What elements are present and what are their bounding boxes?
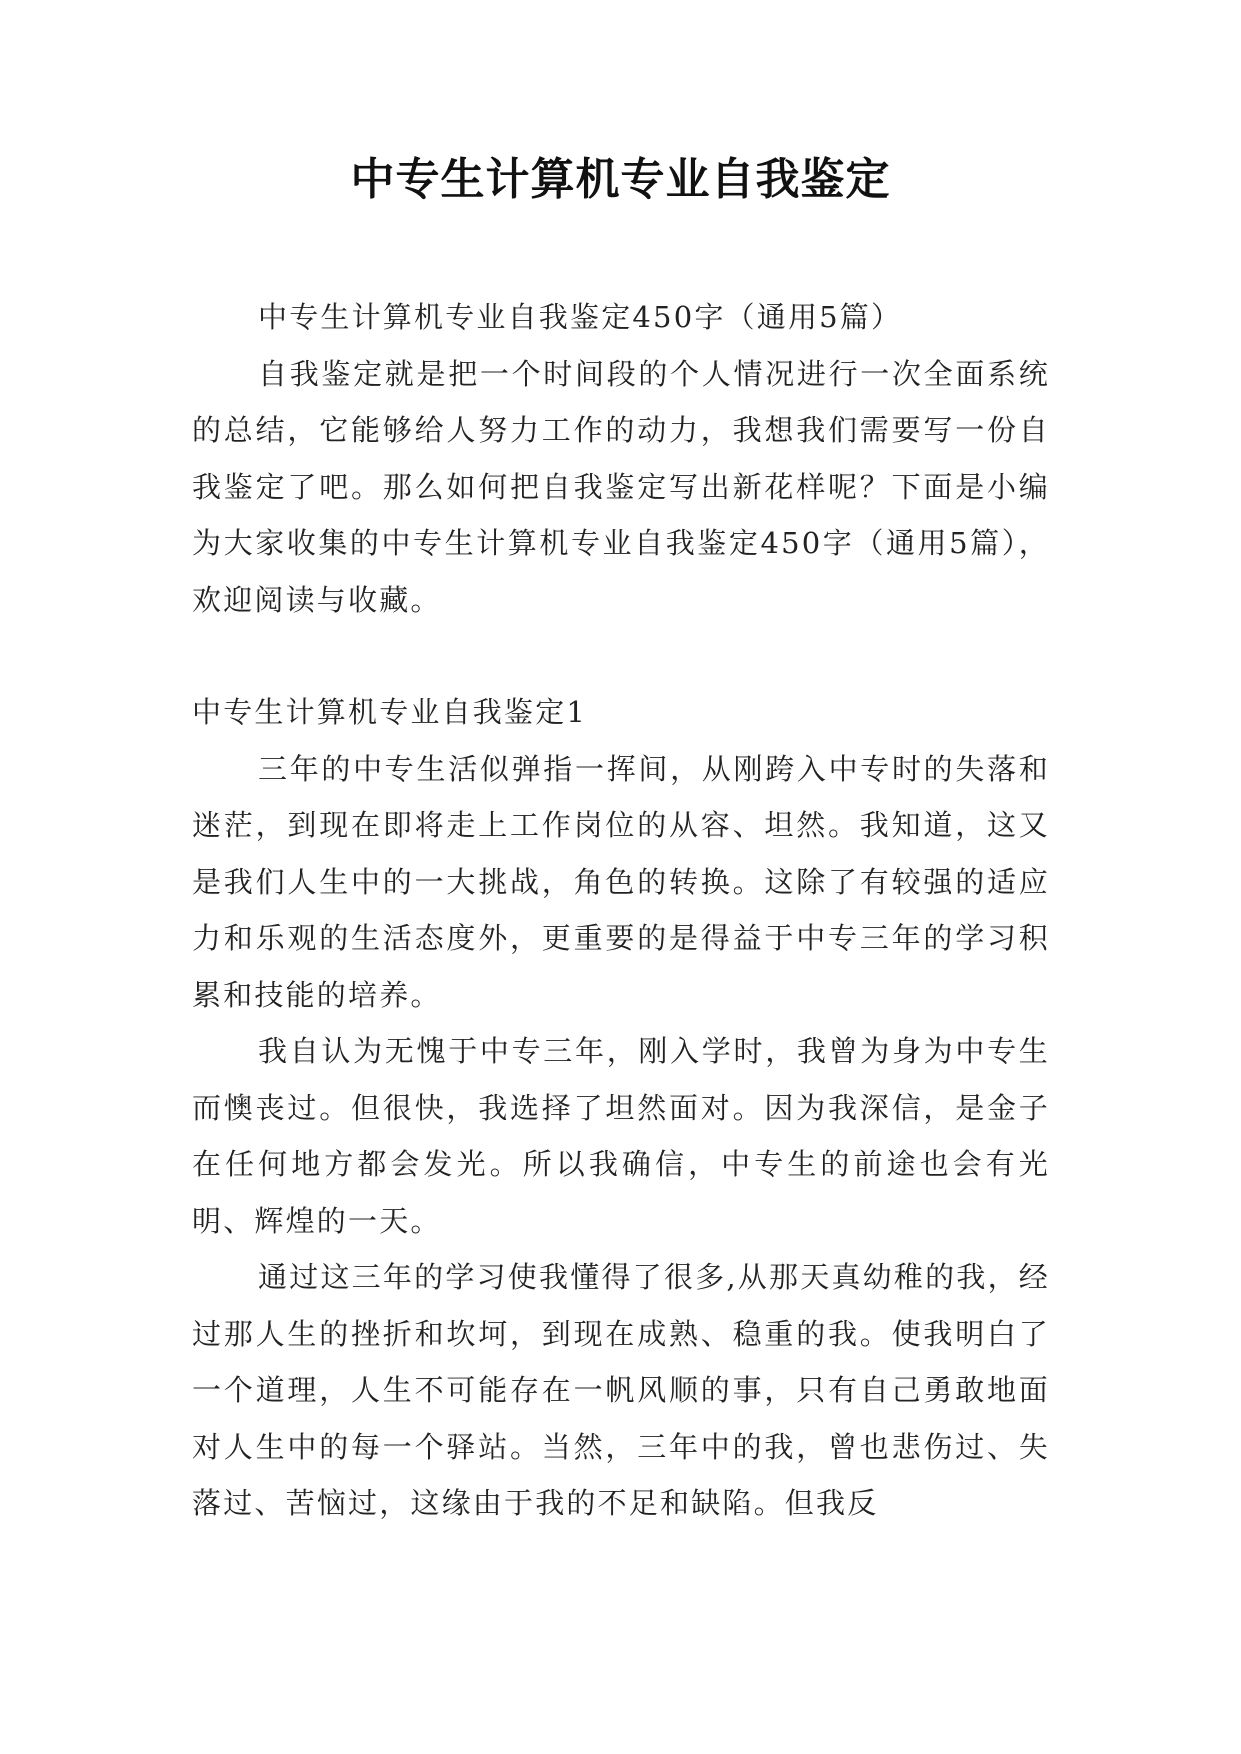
document-title: 中专生计算机专业自我鉴定 bbox=[350, 154, 891, 205]
section-spacer bbox=[192, 628, 1050, 684]
body-paragraph-2: 我自认为无愧于中专三年，刚入学时，我曾为身为中专生而懊丧过。但很快，我选择了坦然面对。因为我深信，是金子在任何地方都会发光。所以我确信，中专生的前途也会有光明、辉煌的一天。 bbox=[192, 1034, 1050, 1238]
section-heading: 中专生计算机专业自我鉴定1 bbox=[192, 695, 588, 729]
document-subtitle: 中专生计算机专业自我鉴定450字（通用5篇） bbox=[258, 300, 903, 334]
body-paragraph-3: 通过这三年的学习使我懂得了很多,从那天真幼稚的我，经过那人生的挫折和坎坷，到现在成熟、稳重的我。使我明白了一个道理，人生不可能存在一帆风顺的事，只有自己勇敢地面对人生中的每一个驿站。当然，三年中的我，曾也悲伤过、失落过、苦恼过，这缘由于我的不足和缺陷。但我反 bbox=[192, 1260, 1050, 1520]
document-body bbox=[192, 289, 1050, 1532]
intro-paragraph: 自我鉴定就是把一个时间段的个人情况进行一次全面系统的总结，它能够给人努力工作的动力，我想我们需要写一份自我鉴定了吧。那么如何把自我鉴定写出新花样呢？下面是小编为大家收集的中专生计算机专业自我鉴定450字（通用5篇），欢迎阅读与收藏。 bbox=[192, 356, 1050, 617]
body-paragraph-1: 三年的中专生活似弹指一挥间，从刚跨入中专时的失落和迷茫，到现在即将走上工作岗位的从容、坦然。我知道，这又是我们人生中的一大挑战，角色的转换。这除了有较强的适应力和乐观的生活态度外，更重要的是得益于中专三年的学习积累和技能的培养。 bbox=[192, 751, 1050, 1012]
